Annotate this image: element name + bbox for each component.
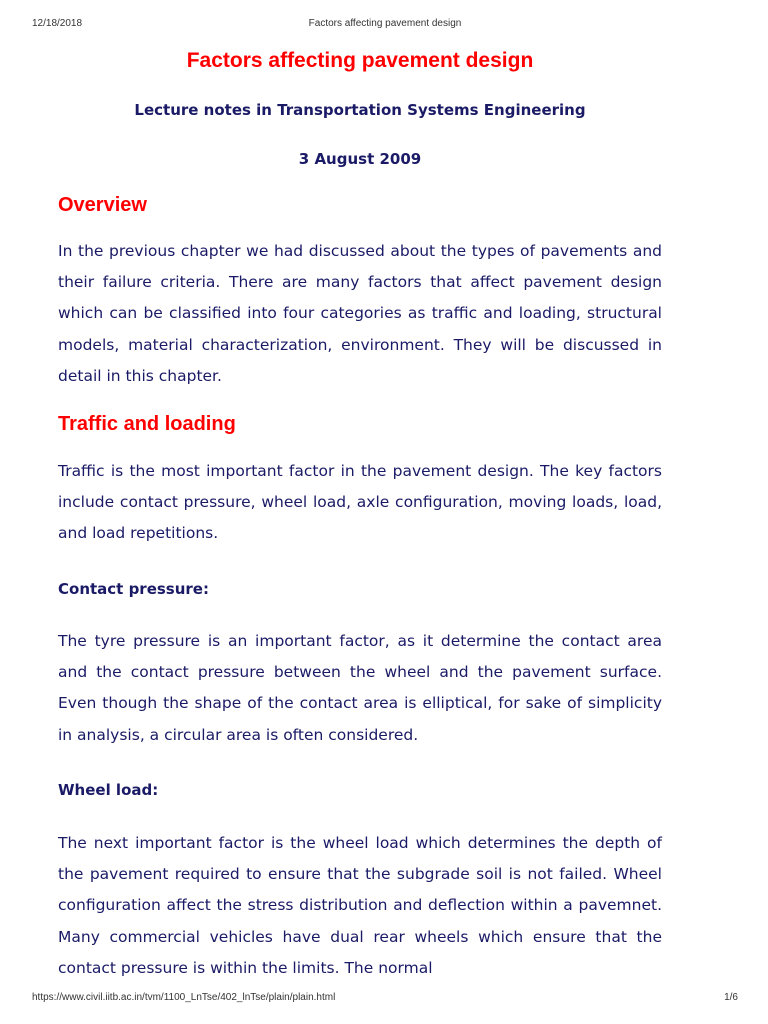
print-date: 12/18/2018 (32, 18, 83, 29)
document-subtitle: Lecture notes in Transportation Systems Engineering (134, 101, 586, 119)
page-number: 1/6 (724, 992, 738, 1003)
heading-overview: Overview (58, 194, 147, 216)
heading-traffic-and-loading: Traffic and loading (58, 413, 236, 435)
paragraph-overview: In the previous chapter we had discussed about the types of pavements and their failure criteria. There are many factors that affect pavement design which can be classified into four categories as traffic and loading, structural models, material characterization, environment. They will be discussed in detail in this chapter. (58, 242, 662, 385)
print-url: https://www.civil.iitb.ac.in/tvm/1100_LnTse/402_lnTse/plain/plain.html (32, 992, 336, 1003)
paragraph-contact-pressure: The tyre pressure is an important factor, as it determine the contact area and the contact pressure between the wheel and the pavement surface. Even though the shape of the contact area is elliptical, for sake of simplicity in analysis, a circular area is often considered. (58, 632, 662, 744)
heading-wheel-load: Wheel load: (58, 781, 159, 799)
print-header (32, 18, 738, 32)
document-date: 3 August 2009 (298, 150, 422, 168)
print-footer (32, 992, 738, 1006)
document-title: Factors affecting pavement design (186, 49, 534, 72)
print-title: Factors affecting pavement design (308, 18, 462, 29)
heading-contact-pressure: Contact pressure: (58, 580, 209, 598)
paragraph-traffic-and-loading: Traffic is the most important factor in the pavement design. The key factors include contact pressure, wheel load, axle configuration, moving loads, load, and load repetitions. (58, 462, 662, 543)
paragraph-wheel-load: The next important factor is the wheel load which determines the depth of the pavement required to ensure that the subgrade soil is not failed. Wheel configuration affect the stress distribution and deflection within a pavemnet. Many commercial vehicles have dual rear wheels which ensure that the contact pressure is within the limits. The normal (58, 834, 662, 977)
